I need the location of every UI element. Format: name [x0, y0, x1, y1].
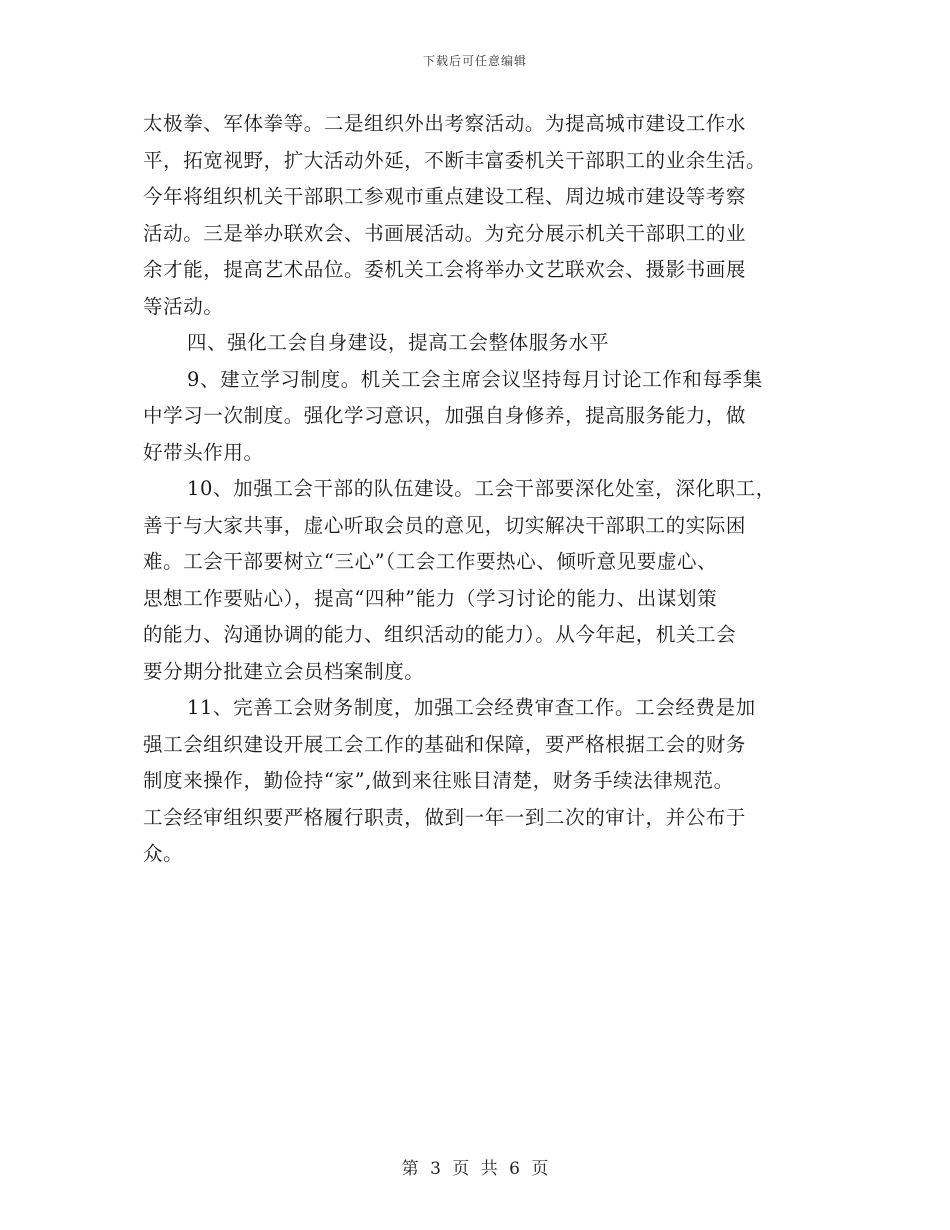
text-line: 难。工会干部要树立“三心”（工会工作要热心、倾听意见要虚心、 — [143, 550, 718, 573]
text-line: 余才能，提高艺术品位。委机关工会将举办文艺联欢会、摄影书画展 — [143, 258, 747, 281]
page-number-footer: 第 3 页 共 6 页 — [401, 1159, 549, 1179]
text-line: 众。 — [143, 842, 184, 865]
text-line: 活动。三是举办联欢会、书画展活动。为充分展示机关干部职工的业 — [143, 221, 747, 245]
text-line: 善于与大家共事，虚心听取会员的意见，切实解决干部职工的实际困 — [143, 513, 747, 537]
text-line: 9、建立学习制度。机关工会主席会议坚持每月讨论工作和每季集 — [187, 367, 763, 391]
header-note: 下载后可任意编辑 — [422, 54, 527, 68]
text-line: 要分期分批建立会员档案制度。 — [143, 659, 425, 683]
text-line: 制度来操作，勤俭持“家”,做到来往账目清楚，财务手续法律规范。 — [143, 769, 734, 792]
text-line: 强工会组织建设开展工会工作的基础和保障，要严格根据工会的财务 — [143, 732, 747, 756]
text-line: 等活动。 — [143, 294, 224, 318]
text-line: 工会经审组织要严格履行职责，做到一年一到二次的审计，并公布于 — [143, 805, 747, 829]
text-line: 10、加强工会干部的队伍建设。工会干部要深化处室，深化职工， — [187, 477, 776, 500]
text-line: 思想工作要贴心），提高“四种”能力（学习讨论的能力、出谋划策 — [143, 586, 718, 610]
body-text — [143, 106, 807, 873]
text-line: 中学习一次制度。强化学习意识，加强自身修养，提高服务能力，做 — [143, 404, 747, 427]
text-line: 11、完善工会财务制度，加强工会经费审查工作。工会经费是加 — [187, 696, 756, 719]
text-line: 太极拳、军体拳等。二是组织外出考察活动。为提高城市建设工作水 — [143, 112, 747, 135]
text-line: 平，拓宽视野，扩大活动外延，不断丰富委机关干部职工的业余生活。 — [143, 148, 767, 172]
text-line: 的能力、沟通协调的能力、组织活动的能力）。从今年起，机关工会 — [143, 623, 737, 646]
text-line: 今年将组织机关干部职工参观市重点建设工程、周边城市建设等考察 — [143, 185, 747, 208]
section-heading: 四、强化工会自身建设，提高工会整体服务水平 — [187, 331, 610, 354]
text-line: 好带头作用。 — [143, 440, 264, 464]
